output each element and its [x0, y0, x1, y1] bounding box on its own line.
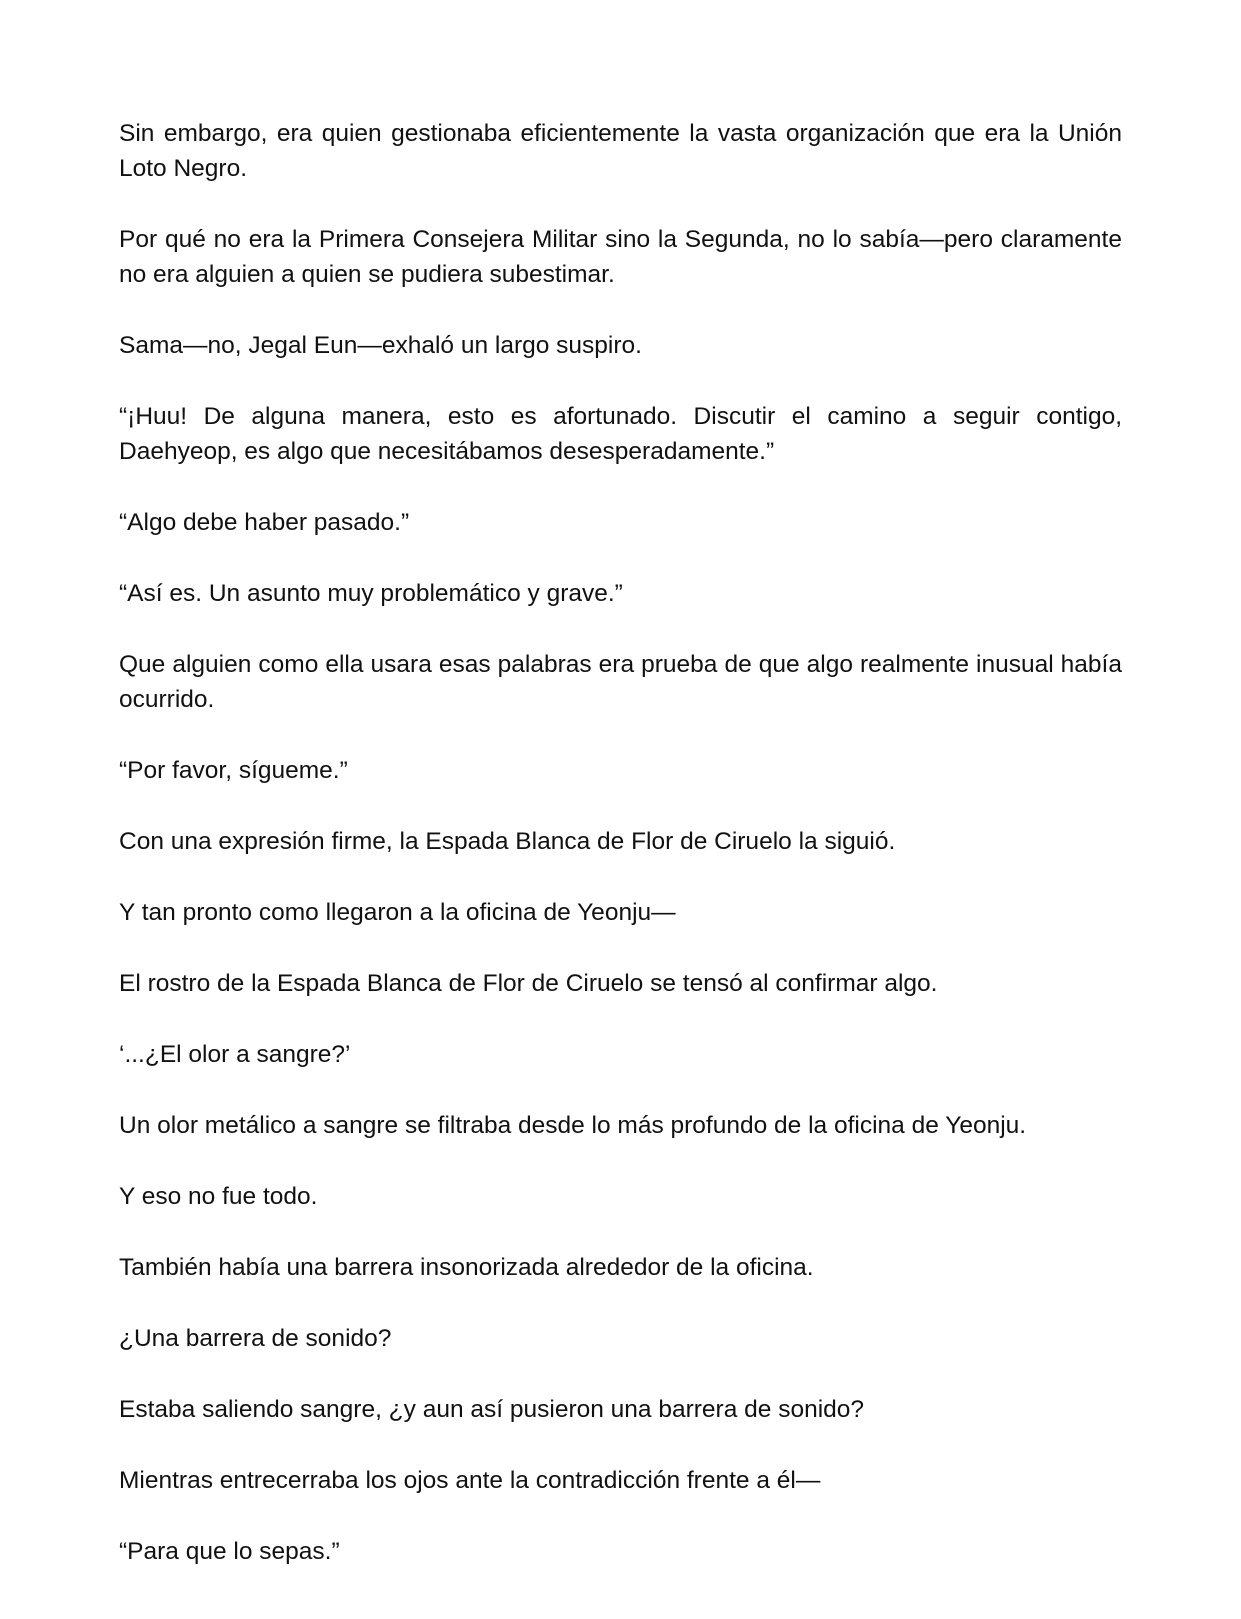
paragraph: Sin embargo, era quien gestionaba eficientemente la vasta organización que era la Unión Loto Negro.: [119, 120, 1122, 182]
paragraph: “¡Huu! De alguna manera, esto es afortunado. Discutir el camino a seguir contigo, Daehyeop, es algo que necesitábamos desesperadamente.”: [119, 403, 1122, 465]
paragraph: Y eso no fue todo.: [119, 1183, 318, 1210]
paragraph: Sama—no, Jegal Eun—exhaló un largo suspiro.: [119, 332, 642, 359]
paragraph: Mientras entrecerraba los ojos ante la contradicción frente a él—: [119, 1467, 821, 1494]
paragraph: Con una expresión firme, la Espada Blanca de Flor de Ciruelo la siguió.: [119, 828, 896, 855]
paragraph: Un olor metálico a sangre se filtraba desde lo más profundo de la oficina de Yeonju.: [119, 1112, 1027, 1139]
paragraph: Que alguien como ella usara esas palabras era prueba de que algo realmente inusual había ocurrido.: [119, 651, 1122, 713]
paragraph: ‘...¿El olor a sangre?’: [119, 1041, 351, 1068]
paragraph: También había una barrera insonorizada alrededor de la oficina.: [119, 1254, 814, 1281]
paragraph: El rostro de la Espada Blanca de Flor de Ciruelo se tensó al confirmar algo.: [119, 970, 938, 997]
paragraph: Por qué no era la Primera Consejera Militar sino la Segunda, no lo sabía—pero claramente no era alguien a quien se pudiera subestimar.: [119, 226, 1122, 288]
paragraph: Estaba saliendo sangre, ¿y aun así pusieron una barrera de sonido?: [119, 1396, 865, 1423]
paragraph: “Para que lo sepas.”: [119, 1538, 340, 1565]
paragraph: Y tan pronto como llegaron a la oficina de Yeonju—: [119, 899, 676, 926]
paragraph: “Por favor, sígueme.”: [119, 757, 348, 784]
paragraph: ¿Una barrera de sonido?: [119, 1325, 392, 1352]
paragraph: “Algo debe haber pasado.”: [119, 509, 410, 536]
paragraph: “Así es. Un asunto muy problemático y grave.”: [119, 580, 623, 607]
document-body: [119, 116, 1122, 1605]
